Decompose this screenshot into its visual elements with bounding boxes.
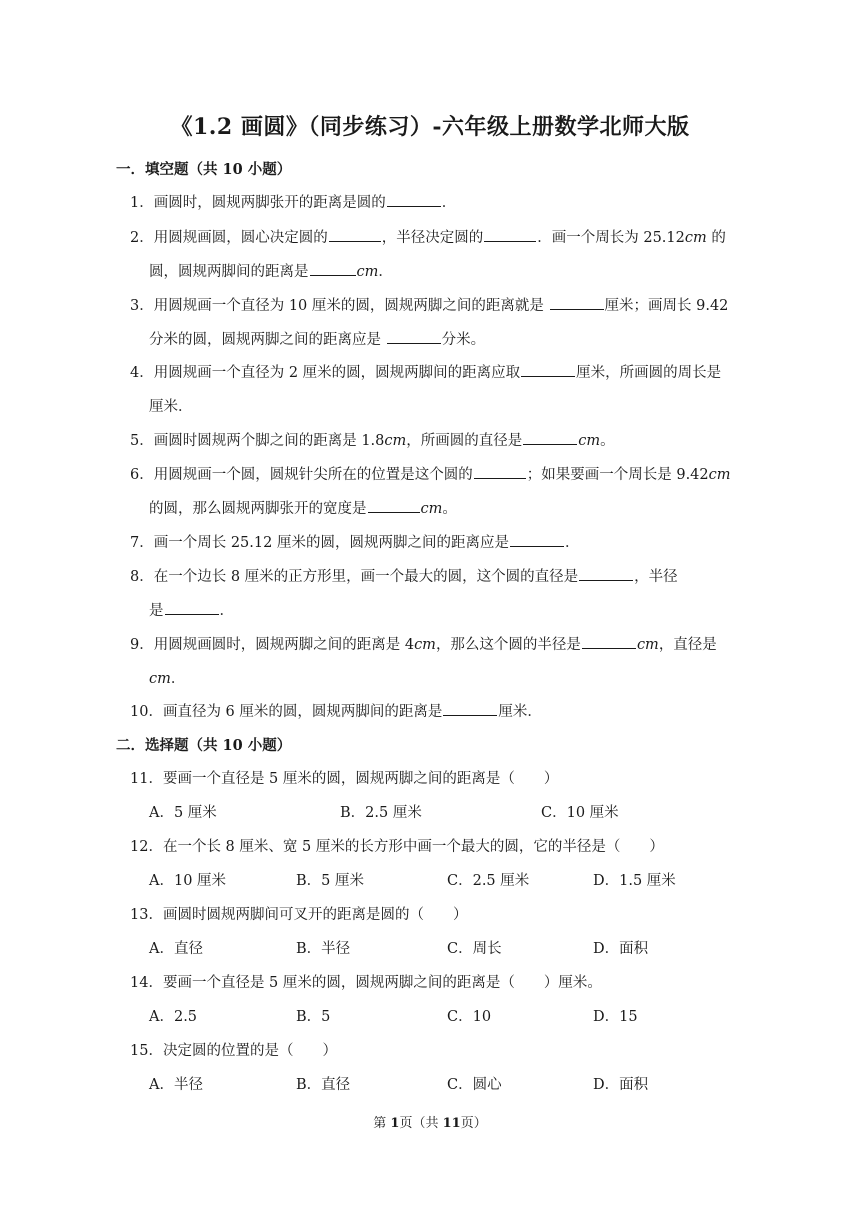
question-8: 8．在一个边长 8 厘米的正方形里，画一个最大的圆，这个圆的直径是 ，半径 xyxy=(130,565,678,586)
question-4-continued: 厘米． xyxy=(149,399,193,415)
option-c: C．周长 xyxy=(447,941,502,957)
question-14: 14．要画一个直径是 5 厘米的圆，圆规两脚之间的距离是（ ）厘米。 xyxy=(130,975,602,991)
option-d: D．1.5 厘米 xyxy=(593,873,676,889)
option-b: B．直径 xyxy=(296,1077,351,1093)
option-b: B．5 厘米 xyxy=(296,873,364,889)
page-title: 《1.2 画圆》（同步练习）-六年级上册数学北师大版 xyxy=(170,114,690,140)
answer-blank xyxy=(165,600,219,615)
question-7: 7．画一个周长 25.12 厘米的圆，圆规两脚之间的距离应是 ． xyxy=(130,531,579,552)
question-2: 2．用圆规画圆，圆心决定圆的 ，半径决定圆的 ．画一个周长为 25.12cm 的 xyxy=(130,226,726,247)
section-heading-fill-in: 一．填空题（共 10 小题） xyxy=(116,161,292,178)
question-4: 4．用圆规画一个直径为 2 厘米的圆，圆规两脚间的距离应取 厘米，所画圆的周长是 xyxy=(130,361,721,382)
option-d: D．面积 xyxy=(593,1077,649,1093)
current-page-number: 1 xyxy=(390,1116,400,1131)
answer-blank xyxy=(387,329,441,344)
option-d: D．15 xyxy=(593,1009,638,1025)
answer-blank xyxy=(510,532,564,547)
answer-blank xyxy=(523,430,577,445)
option-a: A．5 厘米 xyxy=(149,805,217,821)
question-8-continued: 是 ． xyxy=(149,599,234,620)
question-6-continued: 的圆，那么圆规两脚张开的宽度是 cm。 xyxy=(149,497,457,518)
question-5: 5．画圆时圆规两个脚之间的距离是 1.8cm，所画圆的直径是 cm。 xyxy=(130,429,615,450)
answer-blank xyxy=(310,261,356,276)
answer-blank xyxy=(387,192,441,207)
question-10: 10．画直径为 6 厘米的圆，圆规两脚间的距离是 厘米． xyxy=(130,700,542,721)
answer-blank xyxy=(443,701,497,716)
question-3-continued: 分米的圆，圆规两脚之间的距离应是 分米。 xyxy=(149,328,485,349)
answer-blank xyxy=(521,362,575,377)
answer-blank xyxy=(550,295,604,310)
total-pages: 11 xyxy=(442,1116,461,1131)
option-c: C．2.5 厘米 xyxy=(447,873,530,889)
question-6: 6．用圆规画一个圆，圆规针尖所在的位置是这个圆的 ；如果要画一个周长是 9.42cm xyxy=(130,463,731,484)
question-9-continued: cm． xyxy=(149,671,186,687)
question-2-continued: 圆，圆规两脚间的距离是 cm． xyxy=(149,260,393,281)
answer-blank xyxy=(329,227,381,242)
option-b: B．半径 xyxy=(296,941,351,957)
option-b: B．5 xyxy=(296,1009,331,1025)
question-15: 15．决定圆的位置的是（ ） xyxy=(130,1043,337,1059)
option-c: C．圆心 xyxy=(447,1077,502,1093)
question-9: 9．用圆规画圆时，圆规两脚之间的距离是 4cm，那么这个圆的半径是 cm，直径是 xyxy=(130,633,717,654)
answer-blank xyxy=(484,227,536,242)
option-a: A．半径 xyxy=(149,1077,203,1093)
option-a: A．直径 xyxy=(149,941,203,957)
option-a: A．2.5 xyxy=(149,1009,198,1025)
question-11: 11．要画一个直径是 5 厘米的圆，圆规两脚之间的距离是（ ） xyxy=(130,771,559,787)
question-12: 12．在一个长 8 厘米、宽 5 厘米的长方形中画一个最大的圆，它的半径是（ ） xyxy=(130,839,664,855)
option-d: D．面积 xyxy=(593,941,649,957)
question-1: 1．画圆时，圆规两脚张开的距离是圆的 ． xyxy=(130,191,456,212)
option-c: C．10 厘米 xyxy=(541,805,619,821)
section-heading-multiple-choice: 二．选择题（共 10 小题） xyxy=(116,737,292,754)
option-b: B．2.5 厘米 xyxy=(340,805,422,821)
answer-blank xyxy=(579,566,633,581)
answer-blank xyxy=(582,634,636,649)
question-13: 13．画圆时圆规两脚间可叉开的距离是圆的（ ） xyxy=(130,907,468,923)
option-a: A．10 厘米 xyxy=(149,873,227,889)
page-footer: 第 1页（共 11页） xyxy=(373,1116,487,1131)
option-c: C．10 xyxy=(447,1009,492,1025)
answer-blank xyxy=(368,498,420,513)
answer-blank xyxy=(474,464,526,479)
question-3: 3．用圆规画一个直径为 10 厘米的圆，圆规两脚之间的距离就是 厘米；画周长 9.42 xyxy=(130,294,728,315)
